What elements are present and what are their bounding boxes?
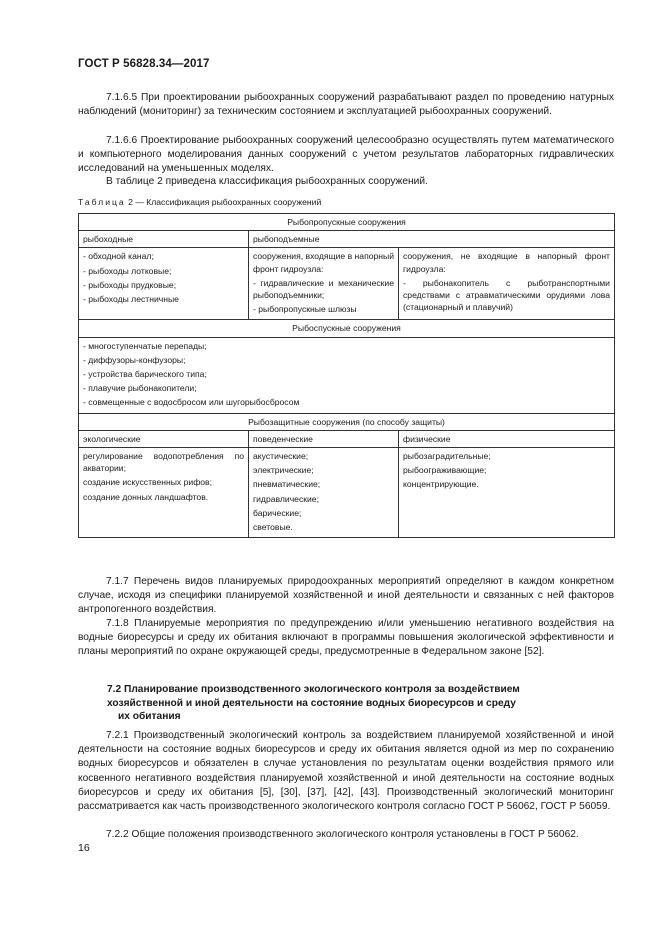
section3-col1-cell xyxy=(79,448,249,538)
list-item: - гидравлические и механические рыбоподъемники; xyxy=(253,277,394,301)
section3-col1-head: экологические xyxy=(79,430,249,447)
table-row xyxy=(79,214,615,231)
section1-col2-cell xyxy=(249,248,399,320)
list-item: концентрирующие. xyxy=(403,479,479,490)
list-item: - рыбоходы лестничные xyxy=(83,294,179,305)
table-row xyxy=(79,231,615,248)
classification-table xyxy=(78,213,615,538)
section2-title: Рыбоспускные сооружения xyxy=(79,320,615,337)
list-item: - обходной канал; xyxy=(83,251,154,262)
section3-col2-head: поведенческие xyxy=(249,430,399,447)
list-item: сооружения, не входящие в напорный фронт гидроузла: xyxy=(403,251,610,274)
table-row xyxy=(79,320,615,337)
paragraph-table-intro: В таблице 2 приведена классификация рыбоохранных сооружений. xyxy=(106,176,428,187)
list-item: - совмещенные с водосбросом или шугорыбосбросом xyxy=(83,397,300,408)
paragraph-7-1-6-5: 7.1.6.5 При проектировании рыбоохранных сооружений разрабатывают раздел по проведению натурных наблюдений (мониторинг) за техническим состоянием и эксплуатацией рыбоохранных сооружений. xyxy=(78,92,614,118)
list-item: - устройства барического типа; xyxy=(83,369,207,380)
paragraph-7-1-8: 7.1.8 Планируемые мероприятия по предупреждению и/или уменьшению негативного воздействия на водные биоресурсы и среду их обитания включают в программы повышения экологической эффективности и планы мероприятий по охране окружающей среды, предусмотренные в Федеральном законе [52]. xyxy=(78,618,614,658)
section-title-7-2 xyxy=(107,683,577,724)
section1-col1-head: рыбоходные xyxy=(79,231,249,248)
list-item: пневматические; xyxy=(253,479,321,490)
list-item: - рыбоходы лотковые; xyxy=(83,265,172,276)
section-title-line: хозяйственной и иной деятельности на состояние водных биоресурсов и среду xyxy=(107,697,516,709)
list-item: - плавучие рыбонакопители; xyxy=(83,383,197,394)
list-item: световые. xyxy=(253,522,293,533)
list-item: акустические; xyxy=(253,451,309,462)
section2-cell xyxy=(79,337,615,413)
paragraph-7-2-1: 7.2.1 Производственный экологический контроль за воздействием планируемой хозяйственной и иной деятельности на состояние водных биоресурсов и среду их обитания является одной из мер по сохранению водных биоресурсов и обязателен в случае установления по результатам оценки воздействия прямого или косвенного негативного воздействия планируемой хозяйственной и иной деятельности на состояние водных биоресурсов и среду их обитания [5], [30], [37], [42], [43]. Производственный экологический мониторинг рассматривается как часть производственного экологического контроля согласно ГОСТ Р 56062, ГОСТ Р 56059. xyxy=(78,730,614,813)
page-number: 16 xyxy=(78,842,90,854)
table-caption-prefix: Таблица xyxy=(78,197,126,207)
list-item: сооружения, входящие в напорный фронт гидроузла: xyxy=(253,251,395,274)
list-item: рыбозаградительные; xyxy=(403,451,491,462)
list-item: электрические; xyxy=(253,465,314,476)
list-item: рыбоограживающие; xyxy=(403,465,487,476)
paragraph-7-1-7: 7.1.7 Перечень видов планируемых природоохранных мероприятий определяют в каждом конкретном случае, исходя из специфики планируемой хозяйственной и иной деятельности и связанных с ней факторов антропогенного воздействия. xyxy=(78,576,614,616)
list-item: гидравлические; xyxy=(253,493,319,504)
list-item: создание донных ландшафтов. xyxy=(83,491,209,502)
table-row xyxy=(79,413,615,430)
list-item: - рыбопропускные шлюзы xyxy=(253,304,357,315)
list-item: - рыбонакопитель с рыботранспортными средствами с атравматическими орудиями лова (стационарный и плавучий) xyxy=(403,277,610,313)
section1-title: Рыбопропускные сооружения xyxy=(79,214,615,231)
list-item: регулирование водопотребления по акватории; xyxy=(83,451,244,474)
section1-col3-cell xyxy=(399,248,615,320)
section3-col2-cell xyxy=(249,448,399,538)
list-item: - диффузоры-конфузоры; xyxy=(83,354,186,365)
section1-col2-head: рыбоподъемные xyxy=(249,231,615,248)
table-row xyxy=(79,337,615,413)
table-row xyxy=(79,448,615,538)
table-caption-text: 2 — Классификация рыбоохранных сооружений xyxy=(125,197,322,207)
list-item: - многоступенчатые перепады; xyxy=(83,340,207,351)
table-row xyxy=(79,430,615,447)
list-item: - рыбоходы прудковые; xyxy=(83,279,177,290)
section3-title: Рыбозащитные сооружения (по способу защиты) xyxy=(79,413,615,430)
table-caption xyxy=(78,197,321,207)
paragraph-7-1-6-6: 7.1.6.6 Проектирование рыбоохранных сооружений целесообразно осуществлять путем математического и компьютерного моделирования данных сооружений с учетом результатов лабораторных гидравлических исследований на уменьшенных моделях. xyxy=(78,135,614,175)
section-title-line: 7.2 Планирование производственного экологического контроля за воздействием xyxy=(107,684,520,695)
paragraph-7-2-2: 7.2.2 Общие положения производственного экологического контроля установлены в ГОСТ Р 56062. xyxy=(106,829,579,840)
section1-col1-cell xyxy=(79,248,249,320)
table-row xyxy=(79,248,615,320)
section3-col3-cell xyxy=(399,448,615,538)
document-header: ГОСТ Р 56828.34—2017 xyxy=(78,58,210,70)
section3-col3-head: физические xyxy=(399,430,615,447)
list-item: барические; xyxy=(253,507,302,518)
section-title-line: их обитания xyxy=(118,711,181,723)
list-item: создание искусственных рифов; xyxy=(83,477,213,488)
